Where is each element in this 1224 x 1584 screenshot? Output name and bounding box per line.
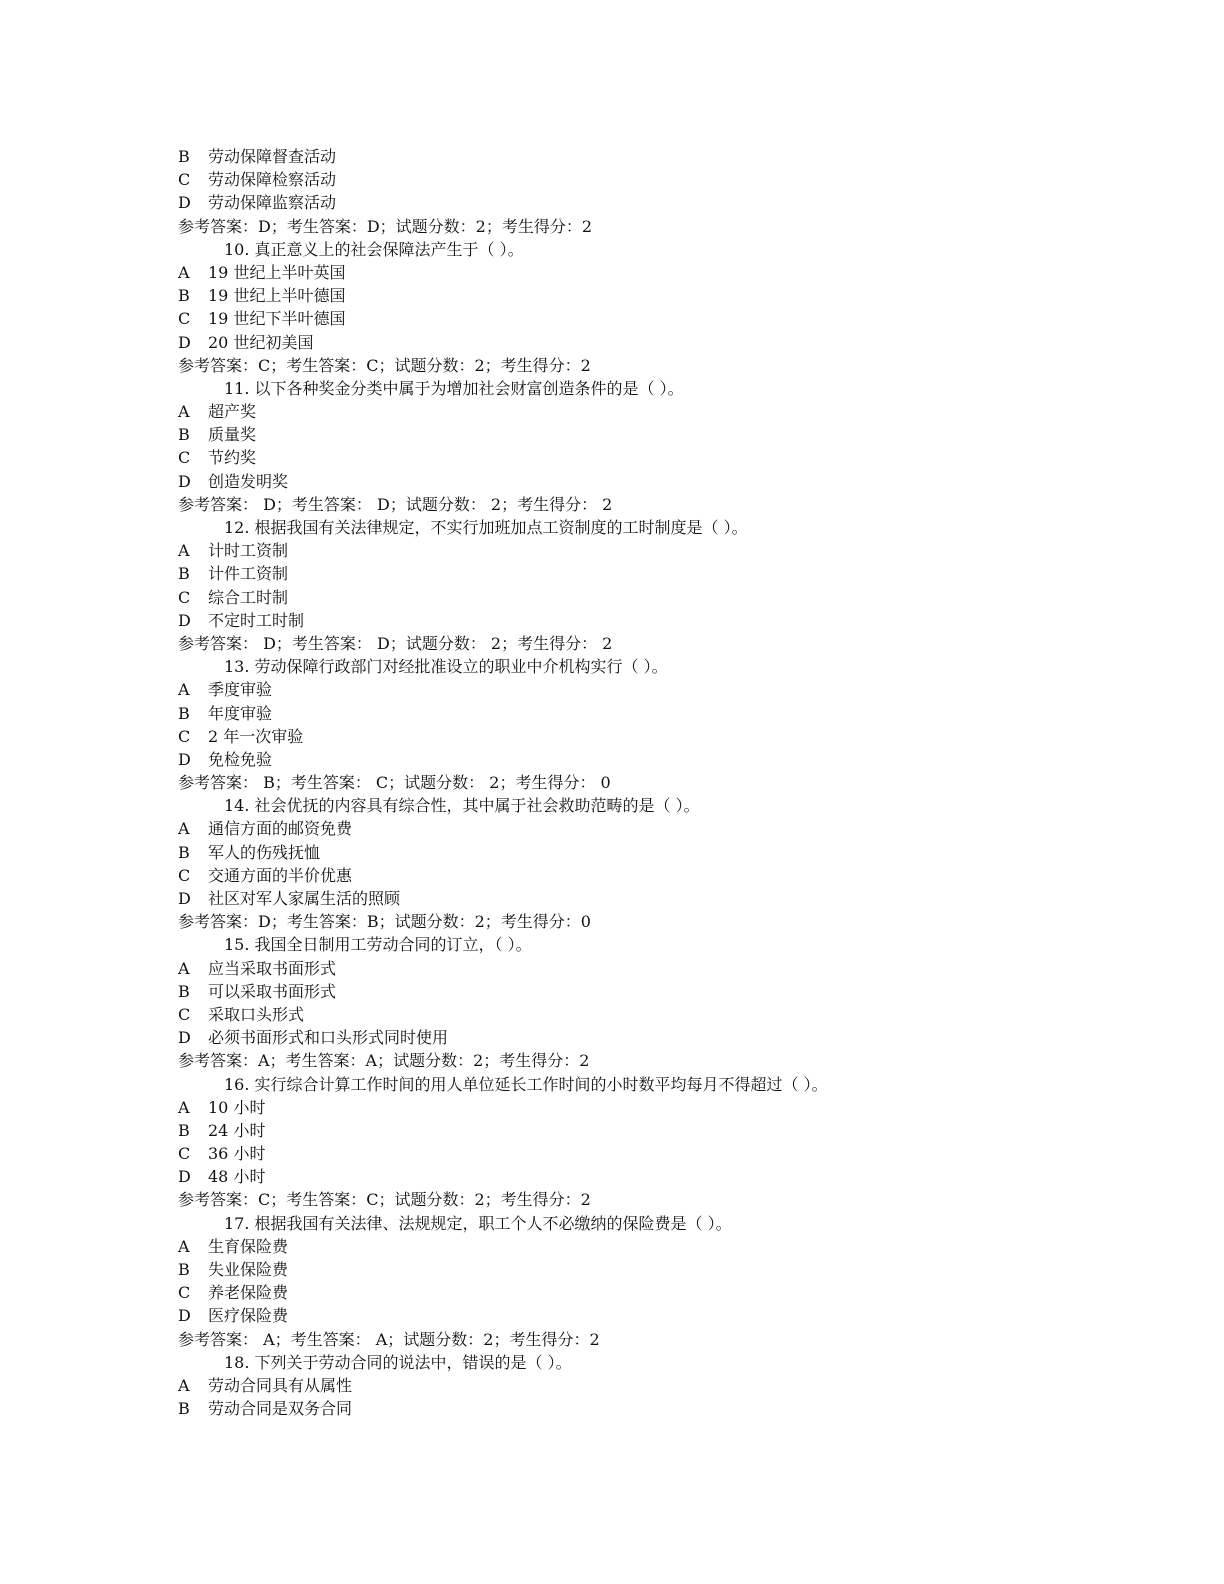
option-line — [178, 284, 1158, 307]
option-text: 劳动保障督查活动 — [208, 147, 337, 166]
option-letter: C — [178, 865, 191, 885]
option-text: 交通方面的半价优惠 — [208, 865, 353, 885]
option-text: 季度审验 — [208, 680, 273, 700]
question-stem: 15. 我国全日制用工劳动合同的订立，（ ）。 — [224, 935, 532, 955]
option-text: 19 世纪上半叶英国 — [208, 262, 346, 282]
option-letter: D — [178, 1167, 191, 1187]
option-line — [178, 748, 1158, 771]
option-letter: B — [178, 981, 190, 1001]
option-text: 必须书面形式和口头形式同时使用 — [208, 1028, 449, 1048]
option-line — [178, 1142, 1158, 1165]
question-stem: 12. 根据我国有关法律规定，不实行加班加点工资制度的工时制度是（ ）。 — [224, 518, 748, 537]
option-letter: C — [178, 587, 191, 607]
option-line — [178, 1003, 1158, 1026]
option-text: 年度审验 — [208, 703, 273, 723]
option-text: 生育保险费 — [208, 1236, 289, 1256]
question-stem: 18. 下列关于劳动合同的说法中，错误的是（ ）。 — [224, 1352, 572, 1372]
option-line — [178, 1397, 1158, 1420]
option-text: 劳动保障监察活动 — [208, 193, 337, 213]
option-line — [178, 261, 1158, 284]
option-line — [178, 1258, 1158, 1281]
answer-line: 参考答案： D；考生答案： D；试题分数： 2；考生得分： 2 — [178, 494, 613, 514]
option-line — [178, 1096, 1158, 1119]
option-text: 综合工时制 — [208, 587, 289, 607]
option-letter: C — [178, 448, 191, 468]
option-line — [178, 586, 1158, 609]
option-line — [178, 423, 1158, 446]
option-letter: A — [178, 680, 190, 700]
option-line — [178, 191, 1158, 214]
option-letter: C — [178, 170, 191, 190]
option-line — [178, 725, 1158, 748]
option-letter: C — [178, 1144, 191, 1164]
option-line — [178, 841, 1158, 864]
option-text: 应当采取书面形式 — [208, 958, 337, 978]
option-line — [178, 539, 1158, 562]
option-text: 计件工资制 — [208, 564, 289, 584]
option-letter: C — [178, 309, 191, 329]
option-text: 10 小时 — [208, 1097, 266, 1117]
option-line — [178, 887, 1158, 910]
option-text: 20 世纪初美国 — [208, 332, 314, 352]
option-letter: B — [178, 703, 190, 723]
option-letter: D — [178, 332, 191, 352]
option-letter: A — [178, 402, 190, 422]
option-line — [178, 678, 1158, 701]
document-page — [178, 145, 1158, 1420]
option-line — [178, 817, 1158, 840]
option-line — [178, 446, 1158, 469]
option-line — [178, 702, 1158, 725]
option-line — [178, 609, 1158, 632]
option-letter: A — [178, 1236, 190, 1256]
option-text: 超产奖 — [208, 402, 257, 422]
option-text: 养老保险费 — [208, 1283, 289, 1303]
option-letter: A — [178, 262, 190, 282]
answer-line: 参考答案：C；考生答案：C；试题分数：2；考生得分：2 — [178, 1190, 591, 1210]
option-letter: B — [178, 425, 190, 445]
option-text: 创造发明奖 — [208, 471, 289, 491]
answer-line: 参考答案：D；考生答案：D；试题分数：2；考生得分：2 — [178, 216, 593, 236]
option-letter: A — [178, 819, 190, 839]
question-stem: 10. 真正意义上的社会保障法产生于（ ）。 — [224, 239, 524, 259]
option-text: 劳动合同是双务合同 — [208, 1399, 353, 1419]
question-stem: 14. 社会优抚的内容具有综合性，其中属于社会救助范畴的是（ ）。 — [224, 796, 700, 816]
answer-line: 参考答案： A；考生答案： A；试题分数：2；考生得分：2 — [178, 1329, 600, 1349]
option-letter: D — [178, 889, 191, 908]
option-line — [178, 470, 1158, 493]
option-text: 劳动合同具有从属性 — [208, 1375, 353, 1395]
option-letter: D — [178, 471, 191, 491]
option-line — [178, 864, 1158, 887]
option-text: 节约奖 — [208, 448, 257, 468]
option-letter: B — [178, 842, 190, 862]
option-text: 2 年一次审验 — [208, 726, 304, 746]
option-letter: C — [178, 1283, 191, 1303]
option-letter: B — [178, 147, 190, 166]
option-line — [178, 1026, 1158, 1049]
option-text: 可以采取书面形式 — [208, 981, 337, 1001]
option-line — [178, 307, 1158, 330]
option-line — [178, 400, 1158, 423]
answer-line: 参考答案： B；考生答案： C；试题分数： 2；考生得分： 0 — [178, 773, 611, 793]
option-letter: A — [178, 958, 190, 978]
option-text: 失业保险费 — [208, 1260, 289, 1279]
option-line — [178, 980, 1158, 1003]
option-text: 通信方面的邮资免费 — [208, 819, 353, 839]
option-letter: C — [178, 1004, 191, 1024]
option-letter: A — [178, 1097, 190, 1117]
option-letter: B — [178, 1260, 190, 1279]
option-letter: D — [178, 1028, 191, 1048]
option-line — [178, 145, 1158, 168]
option-line — [178, 957, 1158, 980]
option-line — [178, 1304, 1158, 1327]
option-line — [178, 1119, 1158, 1142]
option-letter: D — [178, 749, 191, 769]
option-line — [178, 168, 1158, 191]
option-text: 社区对军人家属生活的照顾 — [208, 889, 401, 908]
option-letter: C — [178, 726, 191, 746]
question-stem: 16. 实行综合计算工作时间的用人单位延长工作时间的小时数平均每月不得超过（ ）。 — [224, 1074, 828, 1094]
option-letter: D — [178, 193, 191, 213]
option-line — [178, 1235, 1158, 1258]
option-text: 24 小时 — [208, 1120, 266, 1140]
option-letter: B — [178, 286, 190, 306]
answer-line: 参考答案：A；考生答案：A；试题分数：2；考生得分：2 — [178, 1051, 590, 1071]
option-text: 军人的伤残抚恤 — [208, 842, 321, 862]
option-text: 计时工资制 — [208, 541, 289, 561]
option-line — [178, 1165, 1158, 1188]
option-text: 19 世纪下半叶德国 — [208, 309, 346, 329]
option-letter: A — [178, 1375, 190, 1395]
option-text: 不定时工时制 — [208, 610, 305, 630]
option-text: 质量奖 — [208, 425, 257, 445]
option-line — [178, 1281, 1158, 1304]
option-line — [178, 1374, 1158, 1397]
option-letter: D — [178, 1306, 191, 1326]
question-stem: 13. 劳动保障行政部门对经批准设立的职业中介机构实行（ ）。 — [224, 657, 668, 677]
option-text: 36 小时 — [208, 1144, 266, 1164]
option-text: 免检免验 — [208, 749, 273, 769]
option-line — [178, 562, 1158, 585]
option-letter: B — [178, 1120, 190, 1140]
option-letter: B — [178, 564, 190, 584]
answer-line: 参考答案：C；考生答案：C；试题分数：2；考生得分：2 — [178, 355, 591, 375]
answer-line: 参考答案： D；考生答案： D；试题分数： 2；考生得分： 2 — [178, 633, 613, 653]
option-text: 劳动保障检察活动 — [208, 170, 337, 190]
option-text: 采取口头形式 — [208, 1004, 305, 1024]
option-text: 19 世纪上半叶德国 — [208, 286, 346, 306]
option-text: 48 小时 — [208, 1167, 266, 1187]
option-text: 医疗保险费 — [208, 1306, 289, 1326]
option-line — [178, 331, 1158, 354]
option-letter: A — [178, 541, 190, 561]
question-stem: 11. 以下各种奖金分类中属于为增加社会财富创造条件的是（ ）。 — [224, 378, 684, 398]
option-letter: D — [178, 610, 191, 630]
question-stem: 17. 根据我国有关法律、法规规定，职工个人不必缴纳的保险费是（ ）。 — [224, 1213, 732, 1233]
answer-line: 参考答案：D；考生答案：B；试题分数：2；考生得分：0 — [178, 912, 591, 932]
option-letter: B — [178, 1399, 190, 1419]
